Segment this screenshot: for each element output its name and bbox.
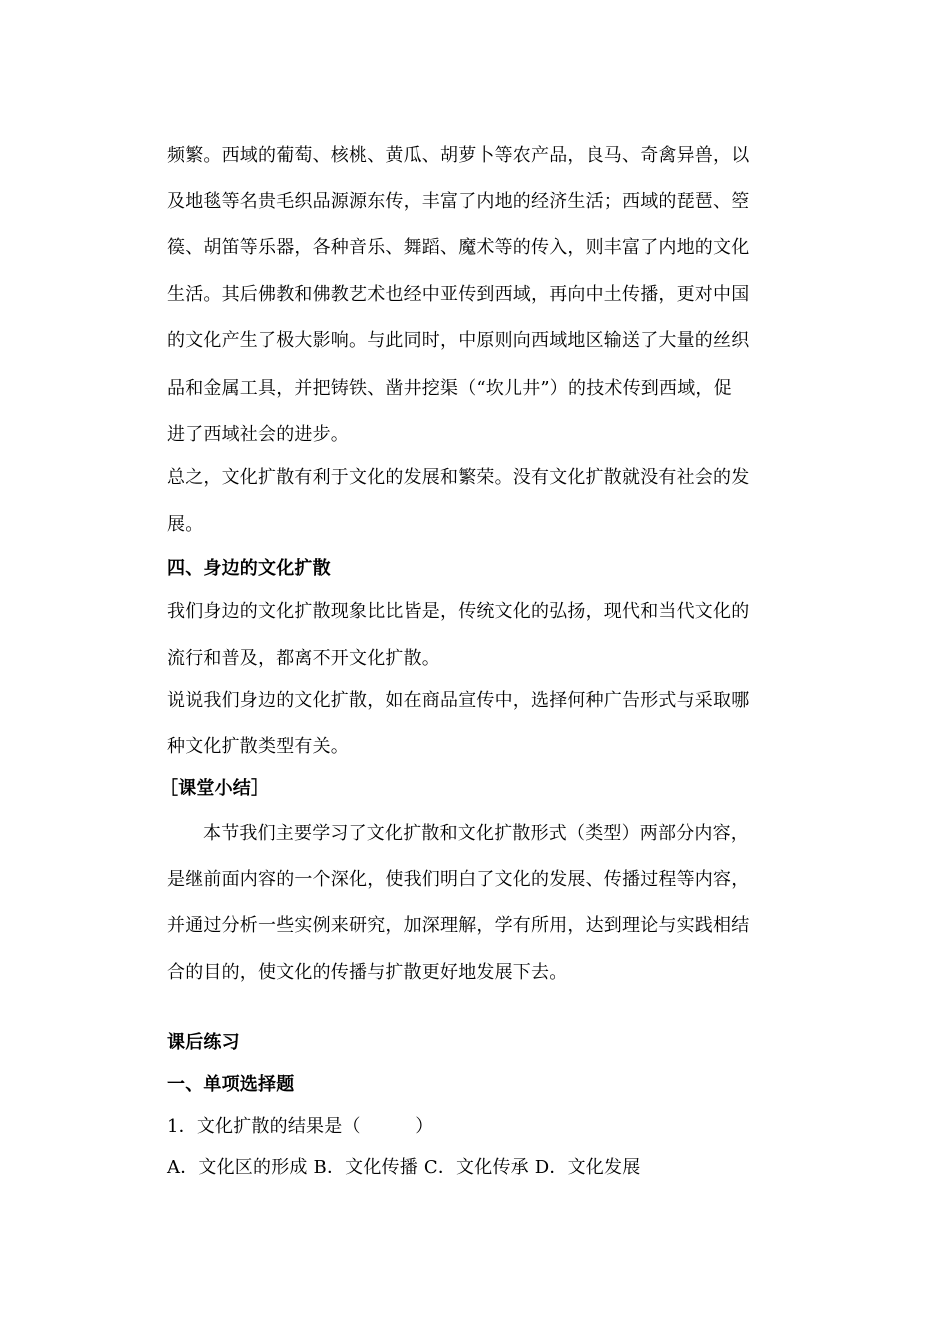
question-1-options: A．文化区的形成 B．文化传播 C．文化传承 D．文化发展 (167, 1157, 641, 1178)
exercise-section-heading: 一、单项选择题 (167, 1074, 295, 1095)
paragraph-line: 种文化扩散类型有关。 (167, 736, 349, 757)
paragraph-line: 流行和普及，都离不开文化扩散。 (167, 648, 440, 669)
paragraph-line: 进了西域社会的进步。 (167, 424, 349, 445)
exercise-heading: 课后练习 (167, 1032, 240, 1053)
section-heading: 四、身边的文化扩散 (167, 558, 331, 579)
paragraph-line: 生活。其后佛教和佛教艺术也经中亚传到西域，再向中土传播，更对中国 (167, 284, 750, 305)
paragraph-line: 篌、胡笛等乐器，各种音乐、舞蹈、魔术等的传入，则丰富了内地的文化 (167, 237, 750, 258)
paragraph-line: 展。 (167, 514, 204, 535)
paragraph-line: 总之，文化扩散有利于文化的发展和繁荣。没有文化扩散就没有社会的发 (167, 467, 750, 488)
paragraph-line: 品和金属工具，并把铸铁、凿井挖渠（“坎儿井”）的技术传到西域，促 (167, 378, 732, 399)
paragraph-line: 说说我们身边的文化扩散，如在商品宣传中，选择何种广告形式与采取哪 (167, 690, 750, 711)
summary-line: 合的目的，使文化的传播与扩散更好地发展下去。 (167, 962, 568, 983)
summary-line: 本节我们主要学习了文化扩散和文化扩散形式（类型）两部分内容， (203, 823, 749, 844)
paragraph-line: 频繁。西域的葡萄、核桃、黄瓜、胡萝卜等农产品，良马、奇禽异兽，以 (167, 145, 750, 166)
summary-heading: ［课堂小结］ (160, 778, 270, 799)
summary-line: 并通过分析一些实例来研究，加深理解，学有所用，达到理论与实践相结 (167, 915, 750, 936)
paragraph-line: 及地毯等名贵毛织品源源东传，丰富了内地的经济生活；西域的琵琶、箜 (167, 191, 750, 212)
paragraph-line: 我们身边的文化扩散现象比比皆是，传统文化的弘扬，现代和当代文化的 (167, 601, 750, 622)
question-1: 1．文化扩散的结果是（ ） (167, 1116, 434, 1137)
summary-line: 是继前面内容的一个深化，使我们明白了文化的发展、传播过程等内容， (167, 869, 750, 890)
paragraph-line: 的文化产生了极大影响。与此同时，中原则向西域地区输送了大量的丝织 (167, 330, 750, 351)
